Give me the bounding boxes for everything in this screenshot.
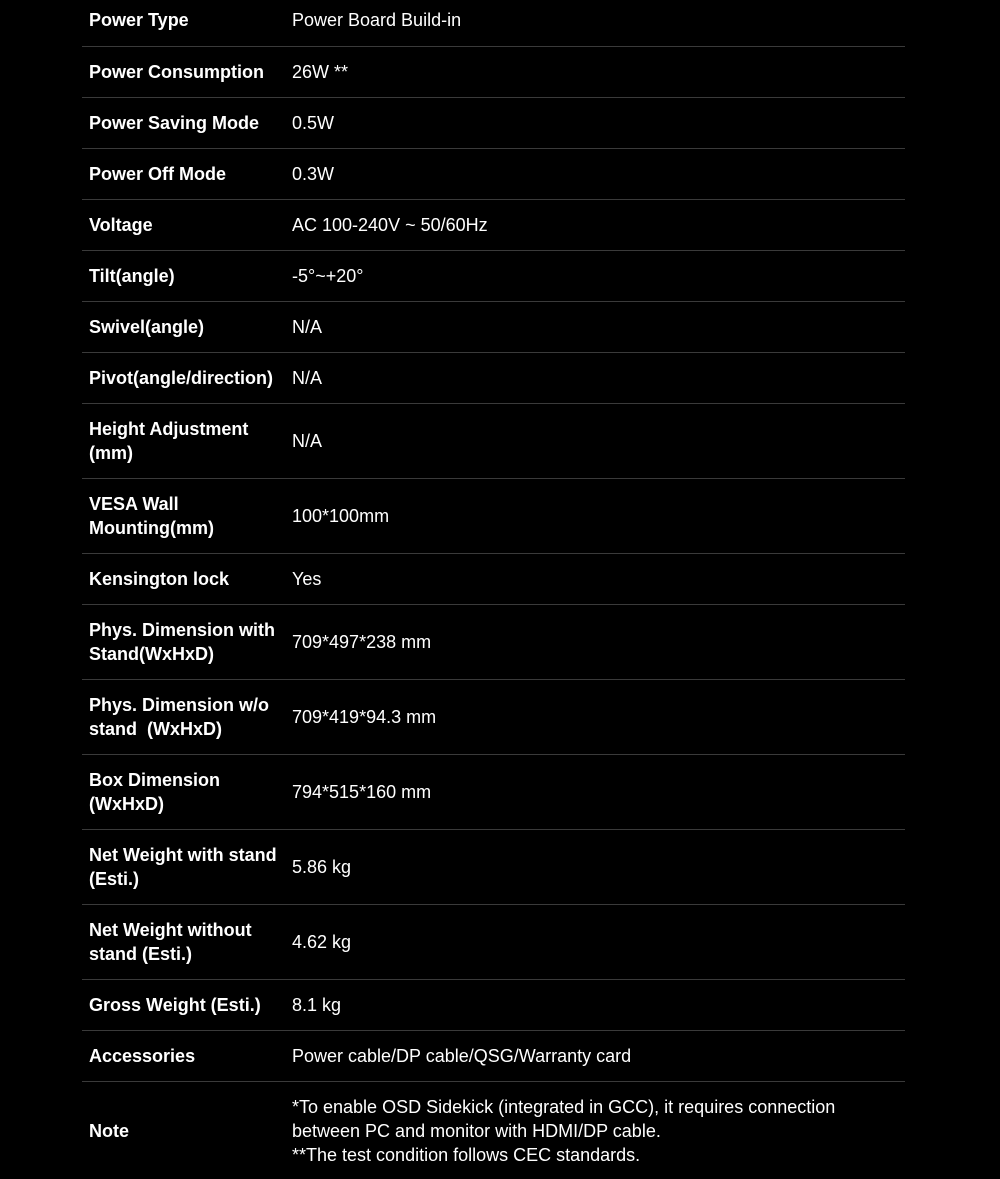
spec-label: Pivot(angle/direction) <box>89 368 274 388</box>
spec-label: Gross Weight (Esti.) <box>89 995 261 1015</box>
spec-label: Power Type <box>89 10 189 30</box>
spec-label: VESA Wall Mounting(mm) <box>89 494 214 538</box>
spec-value: 5.86 kg <box>292 857 352 877</box>
spec-label: Kensington lock <box>89 569 230 589</box>
spec-row-dimension-with-stand <box>82 605 905 680</box>
spec-value-note <box>292 1095 905 1167</box>
spec-row-voltage <box>82 200 905 251</box>
spec-row-box-dimension <box>82 755 905 830</box>
spec-value: 4.62 kg <box>292 932 352 952</box>
spec-row-kensington-lock <box>82 554 905 605</box>
spec-label: Power Off Mode <box>89 164 227 184</box>
spec-label: Power Consumption <box>89 62 264 82</box>
spec-label: Accessories <box>89 1046 196 1066</box>
note-line: *To enable OSD Sidekick (integrated in GCC), it requires connection <box>292 1096 836 1117</box>
spec-row-pivot <box>82 353 905 404</box>
spec-row-gross-weight <box>82 980 905 1031</box>
spec-table <box>82 0 905 1179</box>
spec-value: 709*419*94.3 mm <box>292 707 437 727</box>
spec-label: Box Dimension (WxHxD) <box>89 770 221 814</box>
spec-value: 0.3W <box>292 164 335 184</box>
spec-value: 100*100mm <box>292 506 390 526</box>
spec-row-power-saving-mode <box>82 98 905 149</box>
spec-row-height-adjustment <box>82 404 905 479</box>
spec-row-dimension-without-stand <box>82 680 905 755</box>
spec-row-power-off-mode <box>82 149 905 200</box>
spec-value: N/A <box>292 317 323 337</box>
spec-label: Net Weight without stand (Esti.) <box>89 920 252 964</box>
spec-value: 8.1 kg <box>292 995 342 1015</box>
spec-value: 709*497*238 mm <box>292 632 432 652</box>
spec-row-vesa <box>82 479 905 554</box>
spec-value: Power cable/DP cable/QSG/Warranty card <box>292 1046 632 1066</box>
spec-value: N/A <box>292 368 323 388</box>
spec-label: Phys. Dimension w/o stand (WxHxD) <box>89 695 275 739</box>
spec-label: Power Saving Mode <box>89 113 260 133</box>
spec-row-tilt <box>82 251 905 302</box>
spec-label: Voltage <box>89 215 153 235</box>
spec-value: N/A <box>292 431 323 451</box>
spec-row-accessories <box>82 1031 905 1082</box>
spec-value: Power Board Build-in <box>292 10 462 30</box>
spec-row-power-consumption <box>82 47 905 98</box>
spec-label: Swivel(angle) <box>89 317 205 337</box>
spec-value: 794*515*160 mm <box>292 782 432 802</box>
spec-value: Yes <box>292 569 322 589</box>
spec-value: -5°~+20° <box>292 266 364 286</box>
spec-label: Phys. Dimension with Stand(WxHxD) <box>89 620 276 664</box>
spec-row-power-type <box>82 0 905 47</box>
spec-label: Net Weight with stand (Esti.) <box>89 845 277 889</box>
spec-row-swivel <box>82 302 905 353</box>
spec-label: Note <box>89 1120 129 1141</box>
spec-row-net-weight-without-stand <box>82 905 905 980</box>
spec-value: 0.5W <box>292 113 335 133</box>
spec-value: AC 100-240V ~ 50/60Hz <box>292 215 488 235</box>
note-line: between PC and monitor with HDMI/DP cable. <box>292 1120 661 1141</box>
spec-label: Tilt(angle) <box>89 266 175 286</box>
spec-label: Height Adjustment (mm) <box>89 419 249 463</box>
spec-row-note <box>82 1082 905 1179</box>
spec-row-net-weight-with-stand <box>82 830 905 905</box>
note-line: **The test condition follows CEC standards. <box>292 1144 641 1165</box>
spec-value: 26W ** <box>292 62 349 82</box>
